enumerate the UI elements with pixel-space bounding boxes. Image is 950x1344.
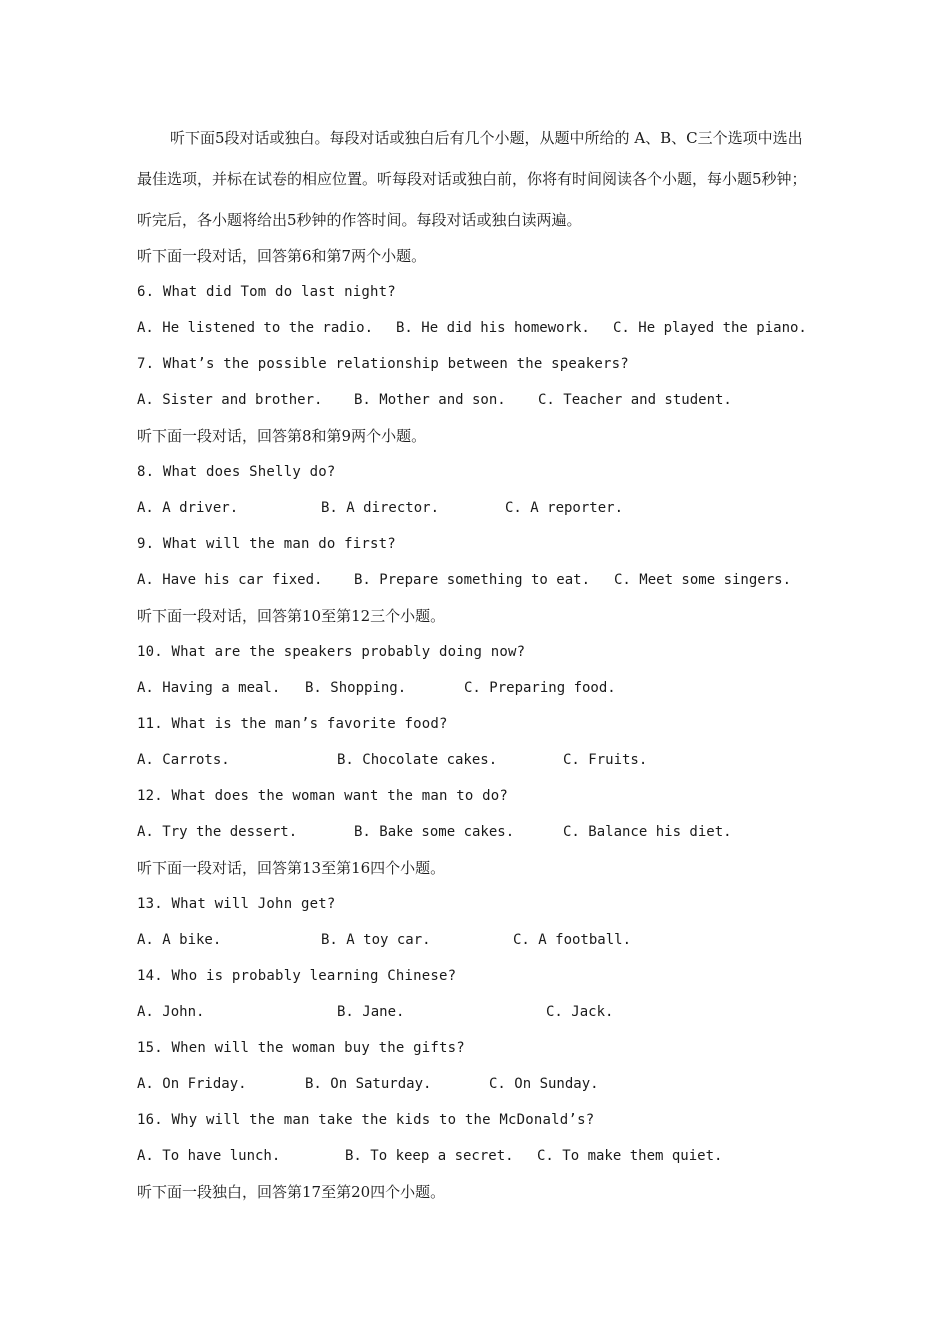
answer-option-c: C. A reporter. xyxy=(505,500,624,516)
answer-option-c: C. To make them quiet. xyxy=(537,1148,723,1164)
answer-option-b: B. Prepare something to eat. xyxy=(354,572,591,588)
question-text: 15. When will the woman buy the gifts? xyxy=(137,1040,465,1056)
answer-option-b: B. On Saturday. xyxy=(305,1076,432,1092)
answer-option-a: A. A driver. xyxy=(137,500,239,516)
answer-option-a: A. He listened to the radio. xyxy=(137,320,374,336)
section-instruction: 听下面一段独白，回答第17至第20四个小题。 xyxy=(137,1183,446,1201)
answer-option-b: B. Mother and son. xyxy=(354,392,506,408)
answer-option-c: C. Fruits. xyxy=(563,752,648,768)
answer-option-c: C. Teacher and student. xyxy=(538,392,732,408)
answer-option-a: A. Try the dessert. xyxy=(137,824,298,840)
answer-option-b: B. Jane. xyxy=(337,1004,405,1020)
instructions-paragraph: 听下面5段对话或独白。每段对话或独白后有几个小题，从题中所给的 A、B、C三个选项中选出最佳选项，并标在试卷的相应位置。听每段对话或独白前，你将有时间阅读各个小题，每小题5秒钟；听完后，各小题将给出5秒钟的作答时间。每段对话或独白读两遍。 xyxy=(137,129,807,229)
section-instruction: 听下面一段对话，回答第10至第12三个小题。 xyxy=(137,607,446,625)
answer-options xyxy=(137,382,837,418)
answer-options xyxy=(137,310,837,346)
answer-option-b: B. A director. xyxy=(321,500,440,516)
answer-option-a: A. Having a meal. xyxy=(137,680,281,696)
answer-option-c: C. On Sunday. xyxy=(489,1076,599,1092)
question-text: 16. Why will the man take the kids to the McDonald’s? xyxy=(137,1112,595,1128)
answer-option-c: C. He played the piano. xyxy=(613,320,807,336)
answer-options xyxy=(137,1138,837,1174)
answer-option-c: C. Balance his diet. xyxy=(563,824,732,840)
answer-option-a: A. Carrots. xyxy=(137,752,230,768)
answer-options xyxy=(137,1066,837,1102)
answer-option-b: B. Shopping. xyxy=(305,680,407,696)
question-text: 11. What is the man’s favorite food? xyxy=(137,716,448,732)
answer-option-b: B. He did his homework. xyxy=(396,320,590,336)
question-text: 6. What did Tom do last night? xyxy=(137,284,396,300)
answer-options xyxy=(137,994,837,1030)
answer-option-c: C. Meet some singers. xyxy=(614,572,792,588)
answer-option-b: B. A toy car. xyxy=(321,932,431,948)
question-text: 9. What will the man do first? xyxy=(137,536,396,552)
answer-option-a: A. To have lunch. xyxy=(137,1148,281,1164)
answer-options xyxy=(137,670,837,706)
question-text: 8. What does Shelly do? xyxy=(137,464,336,480)
answer-option-a: A. Have his car fixed. xyxy=(137,572,323,588)
answer-option-a: A. John. xyxy=(137,1004,205,1020)
question-text: 10. What are the speakers probably doing now? xyxy=(137,644,526,660)
section-instruction: 听下面一段对话，回答第6和第7两个小题。 xyxy=(137,247,427,265)
answer-options xyxy=(137,742,837,778)
answer-option-b: B. Chocolate cakes. xyxy=(337,752,498,768)
answer-option-a: A. On Friday. xyxy=(137,1076,247,1092)
answer-option-b: B. To keep a secret. xyxy=(345,1148,514,1164)
section-instruction: 听下面一段对话，回答第8和第9两个小题。 xyxy=(137,427,427,445)
answer-options xyxy=(137,490,837,526)
answer-options xyxy=(137,814,837,850)
answer-options xyxy=(137,922,837,958)
answer-option-c: C. A football. xyxy=(513,932,632,948)
answer-option-a: A. Sister and brother. xyxy=(137,392,323,408)
question-text: 12. What does the woman want the man to do? xyxy=(137,788,509,804)
answer-option-b: B. Bake some cakes. xyxy=(354,824,515,840)
question-list xyxy=(137,238,837,1210)
answer-option-a: A. A bike. xyxy=(137,932,222,948)
answer-option-c: C. Jack. xyxy=(546,1004,614,1020)
section-instruction: 听下面一段对话，回答第13至第16四个小题。 xyxy=(137,859,446,877)
question-text: 13. What will John get? xyxy=(137,896,336,912)
question-text: 14. Who is probably learning Chinese? xyxy=(137,968,457,984)
answer-option-c: C. Preparing food. xyxy=(464,680,616,696)
answer-options xyxy=(137,562,837,598)
question-text: 7. What’s the possible relationship between the speakers? xyxy=(137,356,629,372)
